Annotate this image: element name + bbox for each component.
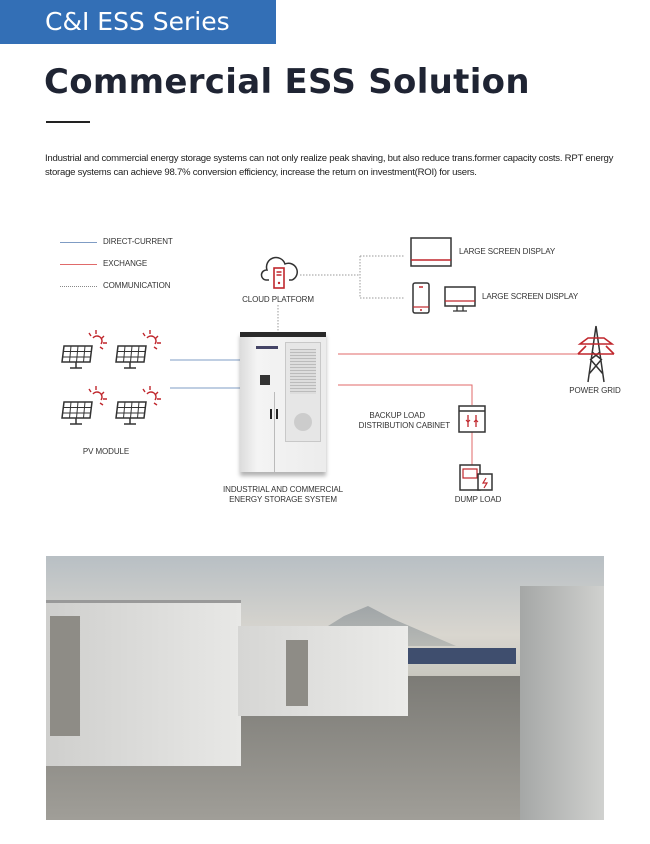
- dump-load-label: DUMP LOAD: [454, 495, 502, 504]
- legend-comm-label: COMMUNICATION: [103, 281, 171, 290]
- phone-icon: [412, 282, 431, 315]
- backup-label-line2: DISTRIBUTION CABINET: [358, 421, 450, 430]
- power-grid-label: POWER GRID: [569, 386, 621, 395]
- container-ess-photo: [46, 556, 604, 820]
- ess-label-line1: INDUSTRIAL AND COMMERCIAL: [223, 485, 343, 494]
- ess-label: [203, 485, 363, 505]
- large-screen-display-label-1: LARGE SCREEN DISPLAY: [459, 247, 556, 256]
- large-screen-display-label-2: LARGE SCREEN DISPLAY: [482, 292, 579, 301]
- intro-paragraph: Industrial and commercial energy storage systems can not only realize peak shaving, but also reduce trans.former capacity costs. RPT energy storage systems can achieve 98.7% conversion efficiency, increase the return on investment(ROI) for users.: [45, 153, 614, 178]
- cloud-platform-icon: [260, 254, 298, 290]
- legend-ac-label: EXCHANGE: [103, 259, 148, 268]
- backup-label-line1: BACKUP LOAD: [369, 411, 425, 420]
- cloud-platform-label: CLOUD PLATFORM: [242, 295, 314, 304]
- series-banner: C&I ESS Series: [0, 0, 276, 44]
- large-screen-display-icon: [410, 237, 452, 267]
- power-grid-tower-icon: [576, 324, 616, 384]
- page-title: Commercial ESS Solution: [44, 62, 530, 102]
- dump-load-icon: [458, 464, 494, 492]
- backup-cabinet-label: [348, 411, 450, 431]
- pv-module-label: PV MODULE: [82, 447, 130, 456]
- energy-storage-cabinet-image: [240, 332, 326, 472]
- desktop-monitor-icon: [444, 286, 477, 313]
- ess-label-line2: ENERGY STORAGE SYSTEM: [229, 495, 337, 504]
- pv-module-icons: [58, 328, 168, 438]
- legend-dc-label: DIRECT-CURRENT: [103, 237, 173, 246]
- distribution-cabinet-icon: [458, 405, 486, 433]
